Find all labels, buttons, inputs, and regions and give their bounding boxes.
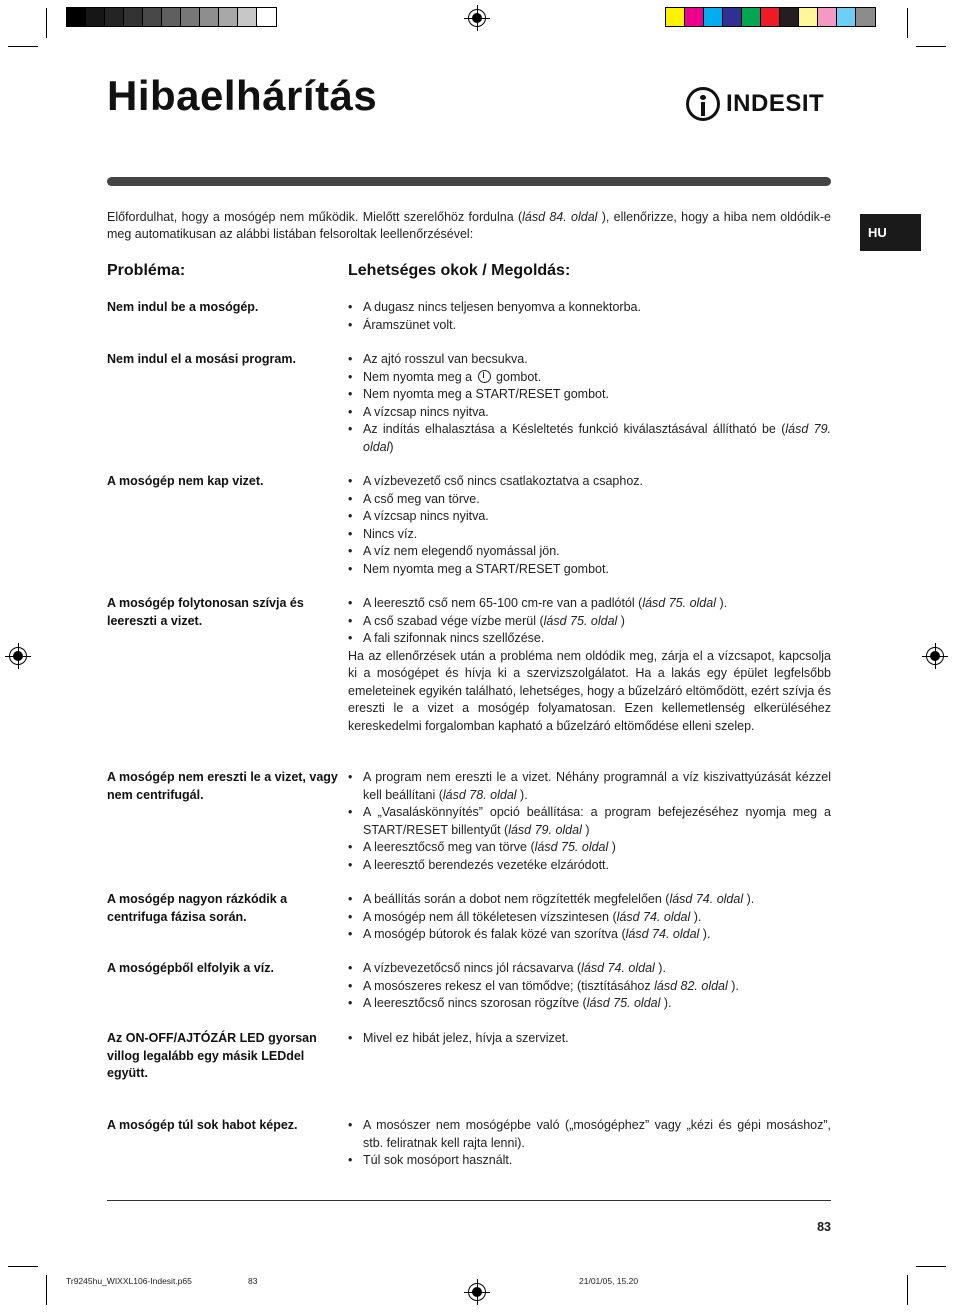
grey-calibration-bar [66,7,277,27]
problem-label: Nem indul el a mosási program. [107,352,296,366]
registration-mark-icon [926,647,944,665]
list-item-text: ) [389,439,394,454]
list-item-text: ) [608,840,616,854]
list-item [348,369,831,387]
page-reference: lásd 75. oldal [642,596,716,610]
list-item-text: ). [660,996,672,1010]
crop-mark [916,1266,946,1267]
title-rule [107,177,831,186]
problem-label: A mosógép nem ereszti le a vizet, vagy nem centrifugál. [107,770,338,802]
crop-mark [907,1275,908,1305]
solution-list [348,1117,831,1170]
list-item [348,995,831,1013]
file-page-number: 83 [248,1276,258,1286]
list-item-text: A cső szabad vége vízbe merül ( [363,613,544,628]
page-reference: lásd 82. oldal [654,978,728,993]
problem-label: Nem indul be a mosógép. [107,300,259,314]
calibration-swatch [742,8,761,26]
intro-text: Előfordulhat, hogy a mosógép nem működik. Mielőtt szerelőhöz fordulna ( [107,210,523,224]
list-item: • Nem nyomta meg a START/RESET gombot. [348,561,831,579]
list-item: • A cső meg van törve. [348,491,831,509]
list-item: • Az ajtó rosszul van becsukva. [348,351,831,369]
list-item [348,613,831,631]
registration-mark-icon [9,647,27,665]
indesit-logo-icon [686,87,720,121]
solution-list [348,960,831,1013]
list-item-text: ). [690,909,702,924]
list-item: • A mosószer nem mosógépbe való („mosógéphez” vagy „kézi és gépi mosáshoz”, stb. feliratnak kell rajta lenni). [348,1117,831,1152]
list-item-text: A „Vasaláskönnyítés” opció beállítása: a program befejezéséhez nyomja meg a START/RESET billentyűt ( [363,805,831,837]
solution-heading: Lehetséges okok / Megoldás: [348,262,571,279]
list-item-text: ). [727,978,739,993]
problem-label: A mosógép folytonosan szívja és leereszti a vizet. [107,596,304,628]
list-item-text: ). [715,596,728,610]
list-item-text: ). [743,892,755,906]
problem-label: A mosógép nagyon rázkódik a centrifuga fázisa során. [107,892,288,924]
page-reference: lásd 79. oldal [508,822,582,837]
page-reference: lásd 74. oldal [581,961,655,975]
page-reference: lásd 78. oldal [442,787,517,802]
calibration-swatch [105,8,124,26]
calibration-swatch [67,8,86,26]
page-reference: lásd 74. oldal [625,927,700,941]
solution-list [348,351,831,456]
calibration-swatch [257,8,276,26]
list-item: • A fali szifonnak nincs szellőzése. [348,630,831,648]
list-item: • Mivel ez hibát jelez, hívja a szervizet. [348,1030,831,1048]
calibration-swatch [723,8,742,26]
list-item: • A vízcsap nincs nyitva. [348,508,831,526]
language-tab: HU [860,214,921,251]
page-reference: lásd 75. oldal [586,996,661,1010]
brand-logo [686,84,824,124]
list-item-text: A mosógép nem áll tökéletesen vízszintesen ( [363,909,617,924]
calibration-swatch [856,8,875,26]
list-item-text: A leeresztőcső meg van törve ( [363,840,535,854]
page-reference: lásd 79. oldal [363,422,831,454]
calibration-swatch [761,8,780,26]
problem-label: Az ON-OFF/AJTÓZÁR LED gyorsan villog legalább egy másik LEDdel együtt. [107,1031,317,1080]
page-reference: lásd 75. oldal [543,613,618,628]
solution-list [348,595,831,735]
list-item: • A dugasz nincs teljesen benyomva a konnektorba. [348,299,831,317]
problem-heading: Probléma: [107,262,186,279]
crop-mark [916,46,946,47]
page-reference: lásd 84. oldal [522,210,598,224]
solution-list [348,299,831,334]
list-item [348,891,831,909]
list-item-text: A leeresztő cső nem 65-100 cm-re van a padlótól ( [363,596,643,610]
solution-list [348,769,831,874]
problem-label: A mosógépből elfolyik a víz. [107,961,274,975]
solution-list [348,891,831,944]
list-item-text: A leeresztőcső nincs szorosan rögzítve ( [363,996,587,1010]
registration-mark-icon [468,9,486,27]
calibration-swatch [666,8,685,26]
calibration-swatch [837,8,856,26]
list-item-text: ) [581,822,590,837]
list-item-text: Az indítás elhalasztása a Késleltetés funkció kiválasztásával állítható be ( [363,422,786,436]
list-item [348,926,831,944]
calibration-swatch [162,8,181,26]
list-item [348,769,831,804]
registration-mark-icon [468,1283,486,1301]
list-item-text: gombot. [496,369,542,384]
intro-paragraph [107,209,831,243]
solution-list [348,473,831,578]
file-name: Tr9245hu_WIXXL106-Indesit.p65 [66,1276,192,1286]
page-title: Hibaelhárítás [107,72,378,119]
list-item [348,421,831,456]
crop-mark [8,46,38,47]
intro-text: ), ellenőrizze, hogy a hiba nem oldódik-e meg automatikusan az alábbi listában felsoroltak leellenőrzésével: [107,210,832,241]
crop-mark [46,8,47,38]
page-reference: lásd 74. oldal [616,909,691,924]
list-item-text: A mosószeres rekesz el van tömődve; (tisztításához [363,978,655,993]
calibration-swatch [780,8,799,26]
list-item-text: A mosógép bútorok és falak közé van szorítva ( [363,927,626,941]
problem-label: A mosógép túl sok habot képez. [107,1118,298,1132]
crop-mark [46,1275,47,1305]
list-item [348,839,831,857]
page-reference: lásd 74. oldal [669,892,744,906]
list-item: • Nem nyomta meg a START/RESET gombot. [348,386,831,404]
list-item-text: A program nem ereszti le a vizet. Néhány programnál a víz kiszivattyúzását kézzel kell beállítani ( [363,770,831,802]
brand-name: INDESIT [726,90,825,117]
list-item: • Túl sok mosóport használt. [348,1152,831,1170]
calibration-swatch [704,8,723,26]
crop-mark [907,8,908,38]
list-item [348,595,831,613]
list-item-text: ). [699,927,711,941]
problem-label: A mosógép nem kap vizet. [107,474,264,488]
list-item-text: A vízbevezetőcső nincs jól rácsavarva ( [363,961,582,975]
list-item-text: Nem nyomta meg a [363,369,473,384]
page-number: 83 [817,1220,831,1234]
list-item [348,978,831,996]
list-item-text: ) [617,613,625,628]
calibration-swatch [143,8,162,26]
crop-mark [8,1266,38,1267]
solution-list [348,1030,831,1048]
list-item-text: ). [654,961,666,975]
calibration-swatch [219,8,238,26]
list-item [348,909,831,927]
calibration-swatch [181,8,200,26]
color-calibration-bar [665,7,876,27]
calibration-swatch [200,8,219,26]
list-item: • Nincs víz. [348,526,831,544]
list-item [348,960,831,978]
calibration-swatch [799,8,818,26]
list-item-text: A beállítás során a dobot nem rögzítették megfelelően ( [363,892,670,906]
list-item: • A vízcsap nincs nyitva. [348,404,831,422]
list-item: • Áramszünet volt. [348,317,831,335]
calibration-swatch [86,8,105,26]
power-button-icon [478,370,491,383]
page-reference: lásd 75. oldal [534,840,609,854]
file-timestamp: 21/01/05, 15.20 [579,1276,639,1286]
calibration-swatch [238,8,257,26]
calibration-swatch [685,8,704,26]
list-item: • A leeresztő berendezés vezetéke elzáródott. [348,857,831,875]
list-item [348,804,831,839]
list-item: • A vízbevezető cső nincs csatlakoztatva a csaphoz. [348,473,831,491]
list-item: • A víz nem elegendő nyomással jön. [348,543,831,561]
note-paragraph: Ha az ellenőrzések után a probléma nem oldódik meg, zárja el a vízcsapot, kapcsolja ki a mosógépet és hívja ki a szervizszolgálatot. Ha a lakás egy épület legfelsőbb emeleteinek egyikén található, lehetséges, hogy a bűzelzáró eltömődött, ezért szívja és ereszti le a vizet a mosógép folyamatosan. Ezen kellemetlenség elkerüléséhez kereskedelmi forgalomban kapható a bűzelzáró eltömődése elleni szelep. [348,648,831,733]
calibration-swatch [124,8,143,26]
footer-rule [107,1200,831,1201]
list-item-text: ). [516,787,528,802]
calibration-swatch [818,8,837,26]
